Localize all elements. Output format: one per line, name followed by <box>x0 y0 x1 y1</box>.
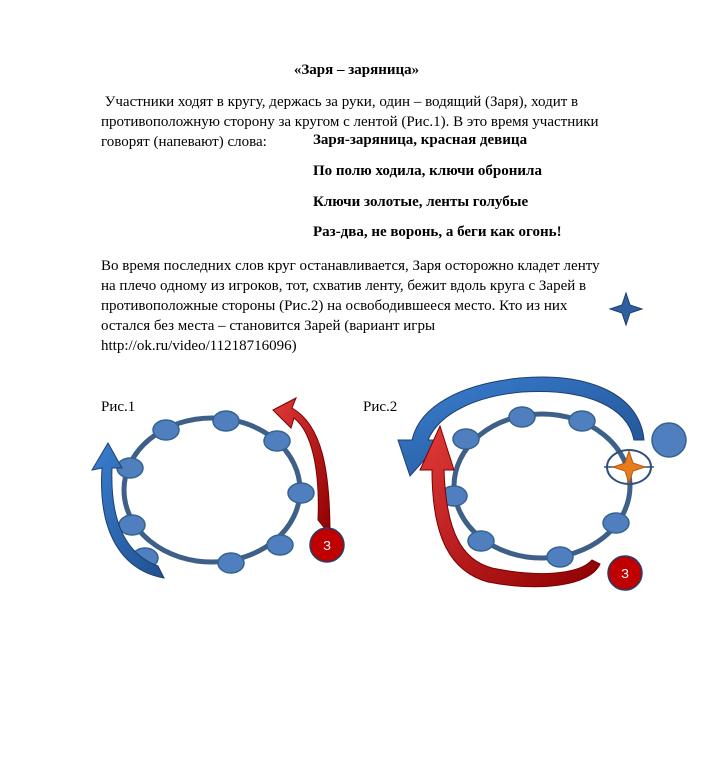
verse-line-4: Раз-два, не воронь, а беги как огонь! <box>313 224 562 240</box>
player-outside-circle <box>652 423 686 457</box>
figure-2-label: Рис.2 <box>363 399 398 415</box>
player-circle <box>468 531 494 551</box>
player-circle <box>453 429 479 449</box>
player-circle <box>603 513 629 533</box>
outro-line-5-link[interactable]: http://ok.ru/video/11218716096) <box>101 338 297 354</box>
outro-line-1: Во время последних слов круг останавливается, Заря осторожно кладет ленту <box>101 258 600 274</box>
verse-line-1: Заря-заряница, красная девица <box>313 132 528 148</box>
player-circle <box>547 547 573 567</box>
empty-spot-star-icon <box>604 450 654 484</box>
player-circle <box>153 420 179 440</box>
red-curved-arrow-icon <box>273 398 330 535</box>
intro-line-2: противоположную сторону за кругом с лентой (Рис.1). В это время участники <box>101 114 599 130</box>
zarya-marker <box>608 556 642 590</box>
red-big-curved-arrow-icon <box>420 426 600 587</box>
player-circle <box>218 553 244 573</box>
figure-1-label: Рис.1 <box>101 399 136 415</box>
player-circle <box>288 483 314 503</box>
verse-line-2: По полю ходила, ключи обронила <box>313 163 542 179</box>
zarya-marker <box>310 528 344 562</box>
verse-line-3: Ключи золотые, ленты голубые <box>313 194 529 210</box>
intro-line-1: Участники ходят в кругу, держась за руки, один – водящий (Заря), ходит в <box>101 94 579 110</box>
player-circle <box>264 431 290 451</box>
player-circle <box>213 411 239 431</box>
player-circle <box>509 407 535 427</box>
zarya-marker-label: З <box>323 538 331 553</box>
outro-line-2: на плечо одному из игроков, тот, схватив ленту, бежит вдоль круга с Зарей в <box>101 278 587 294</box>
player-circle <box>267 535 293 555</box>
document-title: «Заря – заряница» <box>293 62 420 78</box>
figure-2 <box>398 377 686 590</box>
player-circle <box>119 515 145 535</box>
outro-line-3: противоположные стороны (Рис.2) на освободившееся место. Кто из них <box>101 298 568 314</box>
player-circle <box>569 411 595 431</box>
outro-line-4: остался без места – становится Зарей (вариант игры <box>101 318 436 334</box>
zarya-marker-label: З <box>621 566 629 581</box>
figure-1 <box>92 398 344 578</box>
compass-star-icon <box>610 293 642 325</box>
intro-line-3: говорят (напевают) слова: <box>101 134 267 150</box>
